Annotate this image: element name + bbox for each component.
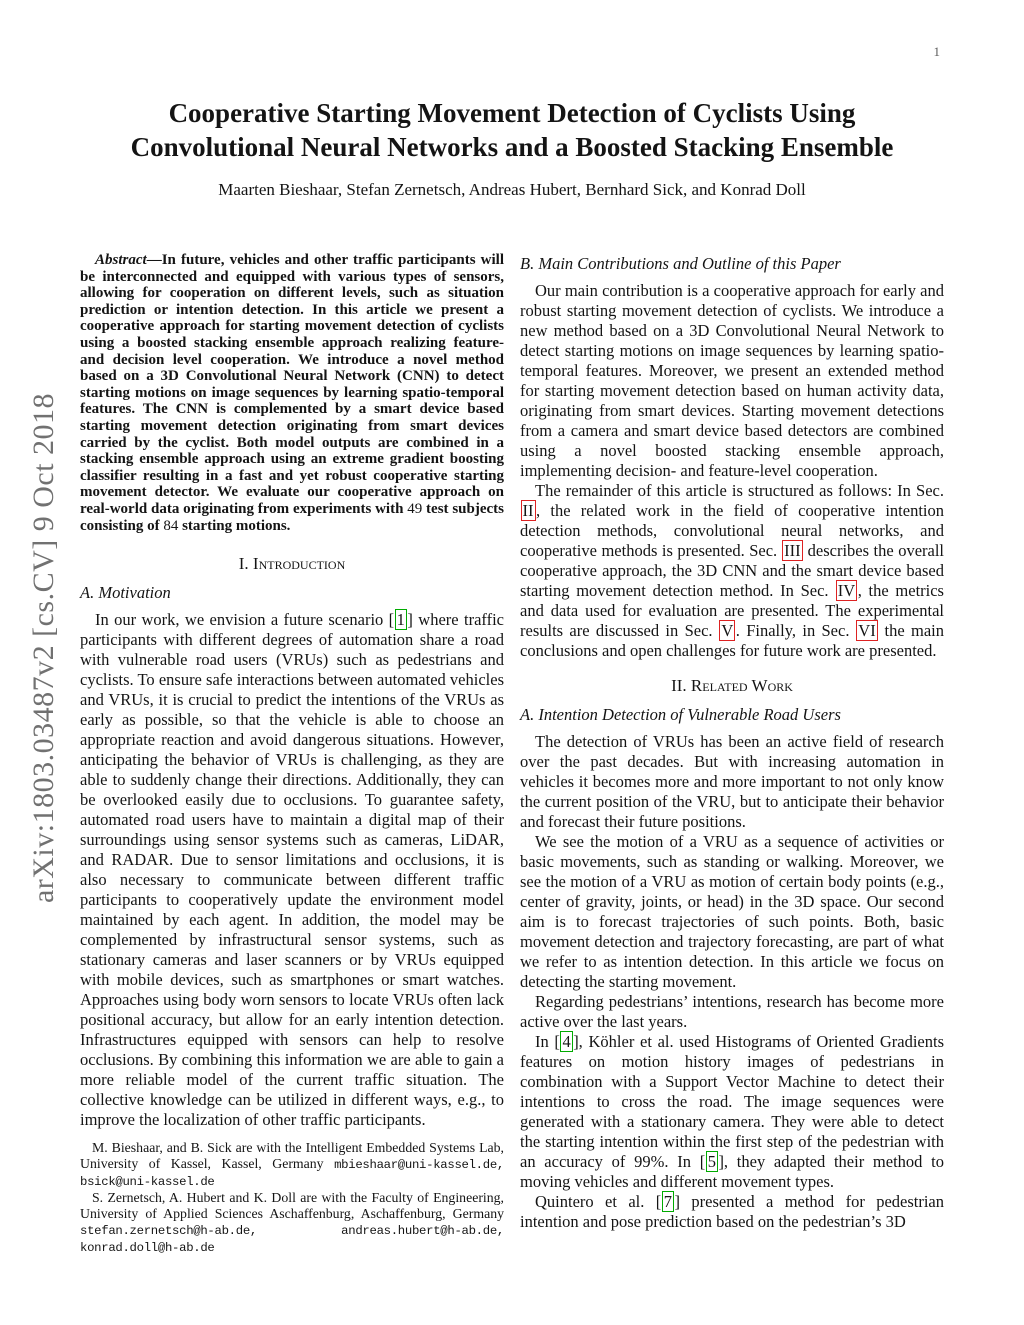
arxiv-watermark: arXiv:1803.03487v2 [cs.CV] 9 Oct 2018 <box>27 392 60 904</box>
text-segment: describes the overall cooperative approach, the 3D CNN and the smart device based starting movement detection method. In Sec. <box>520 541 945 600</box>
email-kassel: mbieshaar@uni-kassel.de, bsick@uni-kassel.de <box>80 1158 504 1190</box>
page-number: 1 <box>933 44 940 59</box>
text-segment: , the metrics and data used for evaluation are presented. The experimental results are discussed in Sec. <box>520 581 944 640</box>
footnote-affiliation-aschaffenburg <box>80 1190 504 1256</box>
motivation-paragraph <box>80 610 504 1130</box>
title-block <box>92 96 932 200</box>
text-segment: The remainder of this article is structured as follows: In Sec. <box>535 481 944 500</box>
starting-motions-count: 84 <box>163 517 179 534</box>
right-column <box>520 252 944 1232</box>
text-segment: ], Köhler et al. used Histograms of Oriented Gradients features on motion history images of pedestrians in combination with a Support Vector Machine to detect their intentions to cross the road. The image sequences were generated with a stationary camera. They were able to detect the starting intention within the first step of the pedestrian with an accuracy of 99%. In [ <box>520 1032 944 1171</box>
left-column <box>80 252 504 1256</box>
text-segment: Quintero et al. [ <box>535 1192 662 1211</box>
section-2-link[interactable]: II <box>522 501 534 520</box>
text-segment: ] presented a method for pedestrian intention and pose prediction based on the pedestrian’s 3D <box>520 1192 944 1231</box>
outline-paragraph <box>520 481 944 661</box>
pedestrian-intentions-paragraph <box>520 992 944 1032</box>
vru-detection-paragraph <box>520 732 944 832</box>
citation-5-link[interactable]: 5 <box>707 1152 716 1171</box>
paper-authors: Maarten Bieshaar, Stefan Zernetsch, Andreas Hubert, Bernhard Sick, and Konrad Doll <box>218 180 806 199</box>
section-3-link[interactable]: III <box>784 541 801 560</box>
text-segment: , the related work in the field of cooperative intention detection methods, convolutional neural networks, and cooperative methods is presented. Sec. <box>520 501 944 560</box>
text-segment: —In future, vehicles and other traffic participants will be interconnected and equipped with various types of sensors, allowing for cooperation on different levels, such as situation prediction or intention detection. In this article we present a cooperative approach for starting movement detection of cyclists using a boosted stacking ensemble approach realizing feature- and decision level cooperation. We introduce a novel method based on a 3D Convolutional Neural Network (CNN) to detect starting motions on image sequences by learning spatio-temporal features. The CNN is complemented by a smart device based starting movement detection originating from smart devices carried by the cyclist. Both model outputs are combined in a stacking ensemble approach using an extreme gradient boosting classifier resulting in a fast and yet robust cooperative starting movement detector. We evaluate our cooperative approach on real-world data originating from experiments with <box>80 252 504 517</box>
section-heading-introduction: I. Introduction <box>238 554 346 574</box>
section-4-link[interactable]: IV <box>837 581 856 600</box>
koehler-paragraph <box>520 1032 944 1192</box>
section-6-link[interactable]: VI <box>858 621 876 640</box>
citation-4-link[interactable]: 4 <box>562 1032 571 1051</box>
text-segment: In [ <box>535 1032 560 1051</box>
text-segment: M. Bieshaar, and B. Sick are with the Intelligent Embedded Systems Lab, University of Kassel, Kassel, Germany <box>80 1140 504 1172</box>
text-segment: ] where traffic participants with different degrees of automation share a road with vulnerable road users (VRUs) such as pedestrians and cyclists. To ensure safe interactions between automated vehicles and VRUs, it is crucial to predict the intentions of the VRUs as early as possible, so that the vehicle is able to choose an appropriate reaction and avoid dangerous situations. However, anticipating the behavior of VRUs is challenging, as they are able to suddenly change their directions. Additionally, they can be overlooked easily due to occlusions. To guarantee safety, automated road users have to maintain a digital map of their surroundings using sensor systems such as cameras, LiDAR, and RADAR. Due to sensor limitations and occlusions, it is also necessary to communicate between different traffic participants to cooperatively update the environment model maintained by each agent. In addition, the model may be complemented by infrastructural sensor systems, such as stationary cameras and laser scanners or by VRUs equipped with mobile devices, such as smartphones or smart watches. Approaches using body worn sensors to locate VRUs often lack positional accuracy, but allow for an early intention detection. Infrastructures equipped with sensors can help to resolve occlusions. By combining this information we are able to gain a more reliable model of the current traffic situation. The collective knowledge can be utilized in different ways, e.g., to improve the localization of other traffic participants. <box>80 610 504 1130</box>
section-5-link[interactable]: V <box>721 621 734 640</box>
quintero-paragraph <box>520 1192 944 1232</box>
text-segment: the main conclusions and open challenges for future work are presented. <box>520 621 944 660</box>
contributions-paragraph <box>520 281 944 481</box>
subsection-heading-contributions: B. Main Contributions and Outline of this Paper <box>520 254 841 273</box>
test-subjects-count: 49 <box>407 500 423 517</box>
text-segment: We see the motion of a VRU as a sequence of activities or basic movements, such as standing or walking. Moreover, we see the motion of a VRU as motion of certain body points (e.g., center of gravity, joints, or head) in the 3D space. Our second aim is to forecast trajectories of such points. Both, basic movement detection and trajectory forecasting, are part of what we refer to as intention detection. In this article we focus on detecting the starting movement. <box>520 832 944 991</box>
email-aschaffenburg: stefan.zernetsch@h-ab.de, andreas.hubert@h-ab.de, konrad.doll@h-ab.de <box>80 1224 504 1256</box>
text-segment: Our main contribution is a cooperative approach for early and robust starting movement detection of cyclists. We introduce a new method based on a 3D Convolutional Neural Network to detect starting motions on image sequences by learning spatio-temporal features. Moreover, we present an extended method for starting movement detection based on human activity data, originating from smart devices. Starting movement detections from a camera and smart device based detectors are combined using a novel boosted stacking ensemble approach, implementing decision- and feature-level cooperation. <box>520 281 944 480</box>
text-segment: ], they adapted their method to moving vehicles and different movement types. <box>520 1152 944 1191</box>
paper-title: Cooperative Starting Movement Detection of Cyclists Using Convolutional Neural Networks and a Boosted Stacking Ensemble <box>130 98 894 162</box>
abstract-label: Abstract <box>95 252 147 268</box>
section-heading-related-work: II. Related Work <box>671 676 793 695</box>
citation-7-link[interactable]: 7 <box>663 1192 672 1211</box>
text-segment: S. Zernetsch, A. Hubert and K. Doll are with the Faculty of Engineering, University of Applied Sciences Aschaffenburg, Aschaffenburg, Germany <box>80 1190 504 1222</box>
footnote-affiliation-kassel <box>80 1140 504 1190</box>
subsection-heading-intention-detection: A. Intention Detection of Vulnerable Road Users <box>520 705 841 724</box>
subsection-heading-motivation: A. Motivation <box>80 583 171 603</box>
text-segment: In our work, we envision a future scenario [ <box>95 610 395 630</box>
text-segment: Regarding pedestrians’ intentions, research has become more active over the last years. <box>520 992 944 1031</box>
abstract-paragraph <box>80 252 504 534</box>
text-segment: The detection of VRUs has been an active field of research over the past decades. But with increasing automation in vehicles it becomes more and more important to not only know the current position of the VRU, but to anticipate their behavior and forecast their future positions. <box>520 732 944 831</box>
footnote-block <box>80 1140 504 1256</box>
vru-motion-paragraph <box>520 832 944 992</box>
citation-1-link[interactable]: 1 <box>396 610 405 630</box>
text-segment: test subjects consisting of <box>80 500 504 534</box>
text-segment: starting motions. <box>178 517 291 534</box>
text-segment: . Finally, in Sec. <box>735 621 856 640</box>
